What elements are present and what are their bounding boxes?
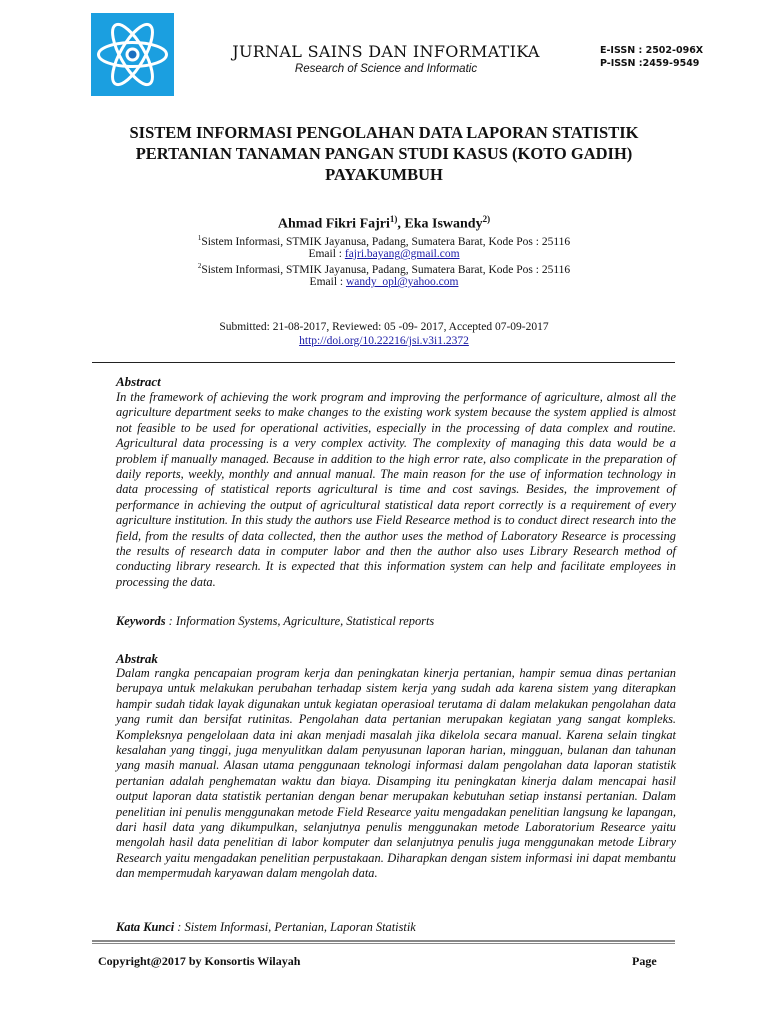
abstrak-body: Dalam rangka pencapaian program kerja dan peningkatan kinerja pertanian, hampir semua dinas pertanian berupaya untuk melakukan perubahan terhadap sistem kerja yang sudah ada karena sistem yang diterapkan hampir sudah tidak layak digunakan untuk kegiatan operasioal terutama di dalam melakukan pengolahan data yang rumit dan bersifat rutinitas. Pengolahan data pertanian merupakan kegiatan yang sangat kompleks. Kompleksnya pengelolaan data ini akan menjadi masalah jika dikelola secara manual. Karena selain tingkat kesalahan yang tinggi, juga menyulitkan dalam penyusunan laporan harian, mingguan, bulanan dan tahunan yang masih manual. Alasan utama penggunaan teknologi informasi dalam pengolahan data laporan statistik pertanian adalah penghematan waktu dan biaya. Disamping itu peningkatan kinerja dalam mencapai hasil output laporan data statistik pertanian dengan benar merupakan kebutuhan setiap instansi pertanian. Dalam penelitian ini penulis menggunakan metode Field Researce yaitu mengadakan penelitian langsung ke lapangan, dari hasil data yang dikumpulkan, selanjutnya penulis menggunakan metode Laboratorium Researce yaitu mengolah hasil data penelitian di labor komputer dan selanjutnya penulis juga menggunakan metode Library Research yaitu mengadakan penelitian perpustakaan. Diharapkan dengan sistem informasi ini dapat membantu dan mempermudah karyawan dalam mengolah data.	[116, 666, 676, 881]
e-issn: E-ISSN : 2502-096X	[600, 45, 704, 56]
affiliation-mark: 2	[197, 262, 202, 270]
doi-link[interactable]: http://doi.org/10.22216/jsi.v3i1.2372	[299, 335, 469, 347]
footer-page-label: Page	[632, 954, 657, 968]
doi-line	[90, 335, 678, 347]
atom-icon	[91, 13, 174, 96]
author-name: Ahmad Fikri Fajri	[277, 216, 390, 232]
header-divider	[92, 362, 675, 363]
email-line-2	[90, 276, 678, 288]
footer-divider	[92, 940, 675, 942]
email-label: Email :	[308, 248, 345, 260]
footer-divider	[92, 943, 675, 944]
kata-kunci-text: : Sistem Informasi, Pertanian, Laporan Statistik	[174, 920, 416, 934]
author-separator: ,	[397, 216, 405, 232]
abstract-body: In the framework of achieving the work program and improving the performance of agriculture, almost all the agriculture department seeks to make changes to the existing work system because the system applied is almost not feasible to be used for operational activities, especially in the processing of data complex and routine. Agricultural data processing is a very complex activity. The complexity of managing this data would be a problem if manually managed. Because in addition to the high error rate, also complicate in the preparation of daily reports, weekly, monthly and annual manual. The main reason for the use of information technology in data processing of statistical reports agricultural is time and cost savings. Besides, the improvement of performance in achieving the output of agricultural statistical data report correctly is a requirement of every agriculture institution. In this study the authors use Field Researce method is to conduct direct research into the field, from the results of data collected, then the author uses the method of Laboratory Researce is processing the results of research data in computer labor and then the author also uses Library Research method of conducting library research. It is expected that this information system can help and facilitate employees in processing the data.	[116, 390, 676, 589]
journal-logo	[91, 13, 174, 96]
affiliation-text: Sistem Informasi, STMIK Jayanusa, Padang, Sumatera Barat, Kode Pos : 25116	[201, 235, 571, 248]
keywords-line	[116, 614, 676, 629]
journal-title: JURNAL SAINS DAN INFORMATIKA	[232, 42, 540, 61]
kata-kunci-line	[116, 920, 676, 935]
abstract-heading: Abstract	[116, 374, 161, 389]
paper-title: SISTEM INFORMASI PENGOLAHAN DATA LAPORAN STATISTIK PERTANIAN TANAMAN PANGAN STUDI KASUS (KOTO GADIH) PAYAKUMBUH	[129, 123, 639, 184]
affiliation-text: Sistem Informasi, STMIK Jayanusa, Padang, Sumatera Barat, Kode Pos : 25116	[201, 263, 571, 276]
affiliation-1	[90, 234, 678, 248]
email-line-1	[90, 248, 678, 260]
affiliation-mark: 1	[197, 234, 202, 242]
keywords-label: Keywords	[116, 614, 166, 628]
kata-kunci-label: Kata Kunci	[116, 920, 175, 934]
author-name: Eka Iswandy	[404, 216, 483, 232]
p-issn: P-ISSN :2459-9549	[600, 58, 700, 69]
keywords-text: : Information Systems, Agriculture, Statistical reports	[165, 614, 435, 628]
email-label: Email :	[309, 276, 346, 288]
author-affiliation-mark: 2)	[482, 214, 491, 224]
email-link[interactable]: fajri.bayang@gmail.com	[344, 248, 460, 260]
abstrak-heading: Abstrak	[116, 651, 158, 666]
journal-subtitle: Research of Science and Informatic	[294, 63, 478, 75]
author-affiliation-mark: 1)	[389, 214, 398, 224]
affiliation-2	[90, 262, 678, 276]
email-link[interactable]: wandy_opl@yahoo.com	[345, 276, 459, 288]
submission-dates: Submitted: 21-08-2017, Reviewed: 05 -09- 2017, Accepted 07-09-2017	[219, 321, 549, 333]
author-line	[90, 214, 678, 233]
footer-copyright: Copyright@2017 by Konsortis Wilayah	[98, 954, 301, 968]
